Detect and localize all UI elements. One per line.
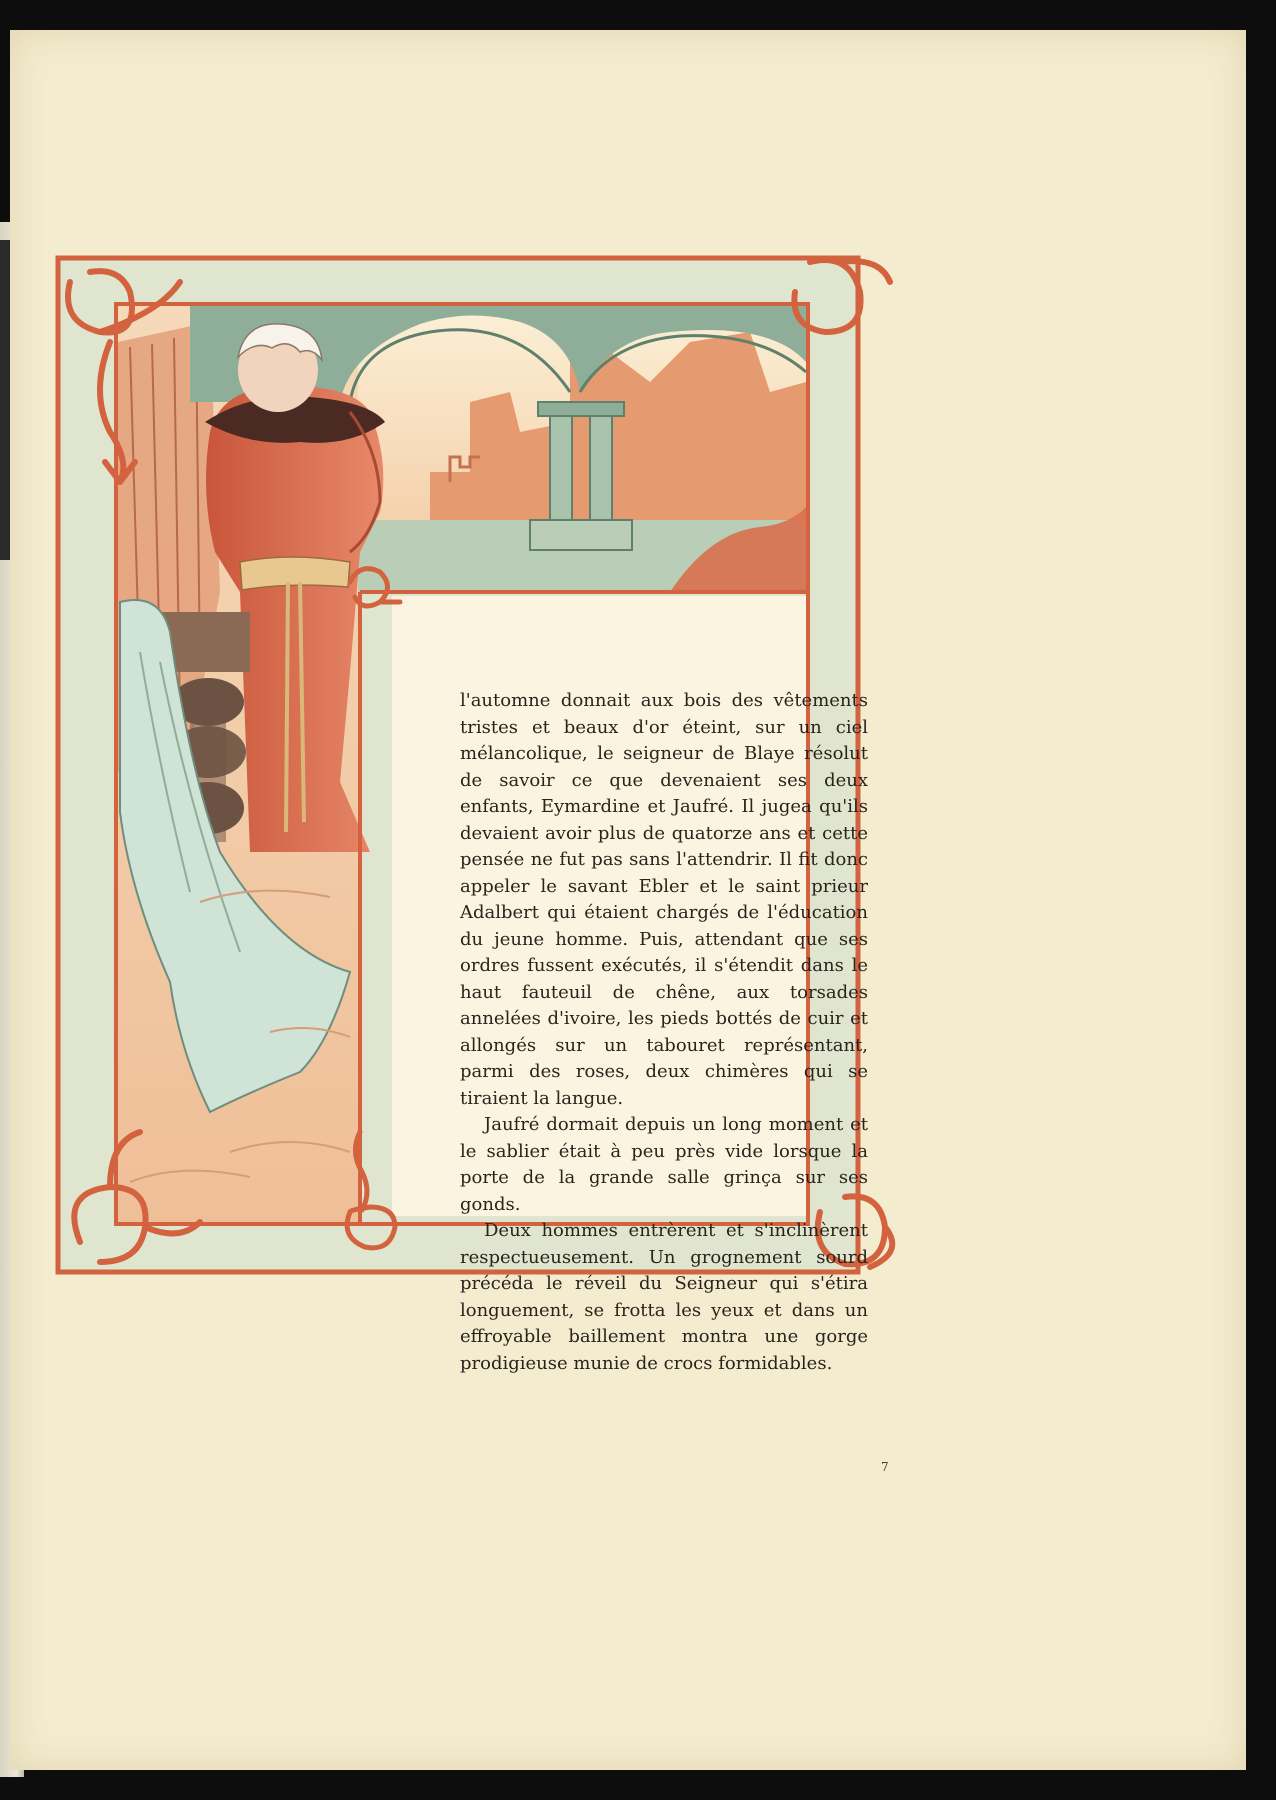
book-page	[10, 30, 1246, 1770]
paragraph-3: Deux hommes entrèrent et s'inclinèrent respectueusement. Un grognement sourd précéda le réveil du Seigneur qui s'étira longuement, se frotta les yeux et dans un effroyable baillement montra une gorge prodigieuse munie de crocs formidables.	[460, 1220, 868, 1374]
column-base	[530, 520, 632, 550]
page-number: 7	[881, 1460, 889, 1474]
column-right	[590, 412, 612, 520]
story-text	[432, 670, 892, 1372]
capital	[538, 402, 624, 416]
paragraph-1: l'automne donnait aux bois des vêtements tristes et beaux d'or éteint, sur un ciel mélancolique, le seigneur de Blaye résolut de savoir ce que devenaient ses deux enfants, Eymardine et Jaufré. Il jugea qu'ils devaient avoir plus de quatorze ans et cette pensée ne fut pas sans l'attendrir. Il fit donc appeler le savant Ebler et le saint prieur Adalbert qui étaient chargés de l'éducation du jeune homme. Puis, attendant que ses ordres fussent exécutés, il s'étendit dans le haut fauteuil de chêne, aux torsades annelées d'ivoire, les pieds bottés de cuir et allongés sur un tabouret représentant, parmi des roses, deux chimères qui se tiraient la langue.	[460, 690, 868, 1109]
illustrated-plate	[50, 252, 990, 1464]
monk-belt	[240, 557, 350, 590]
paragraph-2: Jaufré dormait depuis un long moment et le sablier était à peu près vide lorsque la porte de la grande salle grinça sur ses gonds.	[460, 1114, 868, 1215]
column-left	[550, 412, 572, 520]
